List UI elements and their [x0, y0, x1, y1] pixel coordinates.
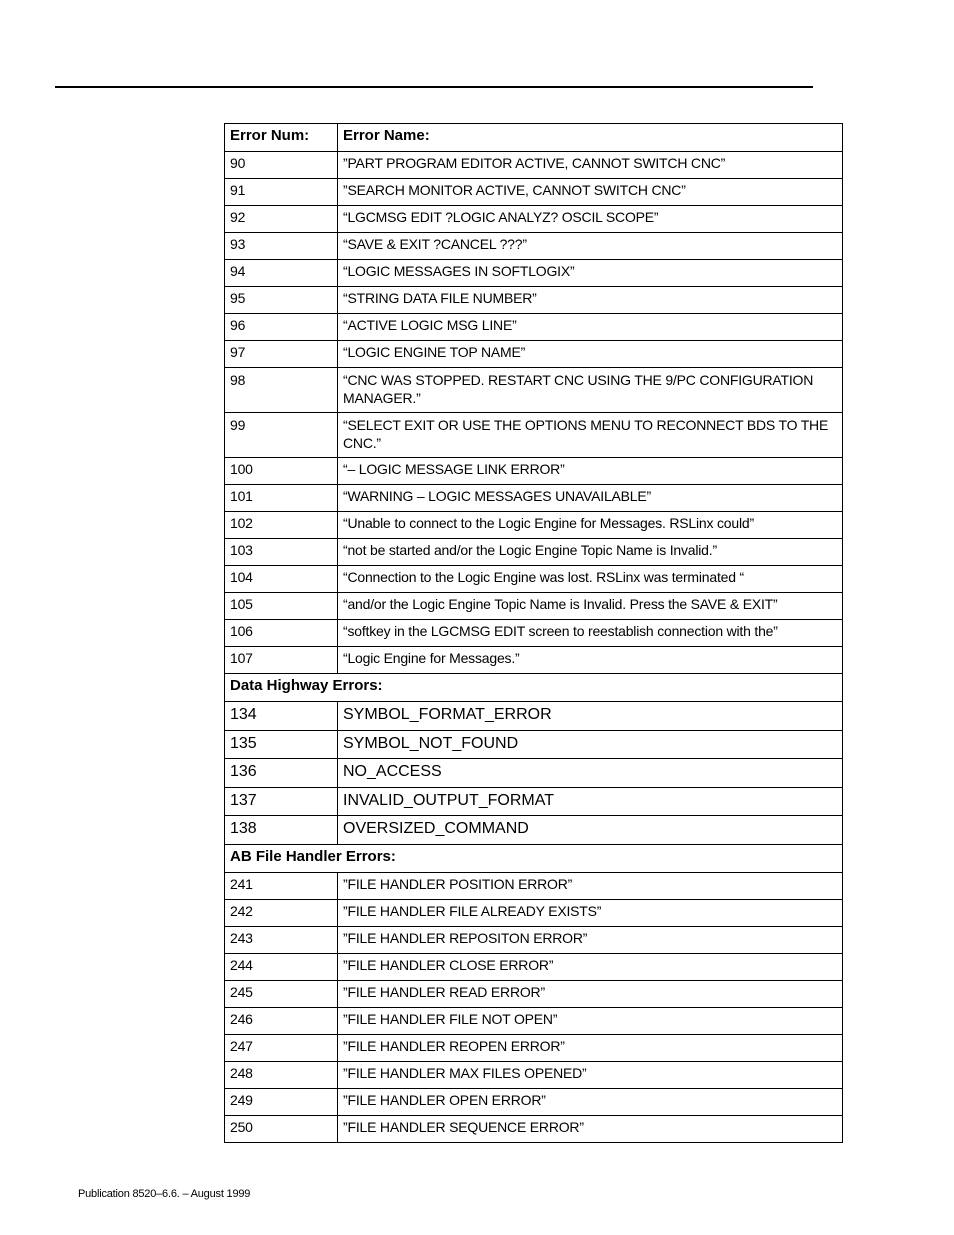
table-row [225, 287, 843, 314]
table-row [225, 179, 843, 206]
table-row [225, 980, 843, 1007]
error-name-cell: ”FILE HANDLER POSITION ERROR” [338, 872, 843, 899]
table-row [225, 566, 843, 593]
error-number-cell: 97 [225, 341, 338, 368]
table-row [225, 1007, 843, 1034]
error-name-cell: NO_ACCESS [338, 759, 843, 788]
section-heading: Data Highway Errors: [225, 674, 843, 702]
error-number-cell: 98 [225, 368, 338, 413]
table-row [225, 458, 843, 485]
error-number-cell: 100 [225, 458, 338, 485]
error-name-cell: “STRING DATA FILE NUMBER” [338, 287, 843, 314]
error-name-cell: “and/or the Logic Engine Topic Name is Invalid. Press the SAVE & EXIT” [338, 593, 843, 620]
error-number-cell: 243 [225, 926, 338, 953]
error-name-cell: “Unable to connect to the Logic Engine for Messages. RSLinx could” [338, 512, 843, 539]
error-number-cell: 95 [225, 287, 338, 314]
table-row [225, 260, 843, 287]
error-number-cell: 134 [225, 702, 338, 731]
table-row [225, 953, 843, 980]
error-name-cell: “not be started and/or the Logic Engine Topic Name is Invalid.” [338, 539, 843, 566]
table-row [225, 413, 843, 458]
error-name-cell: “LOGIC ENGINE TOP NAME” [338, 341, 843, 368]
table-row [225, 233, 843, 260]
table-row [225, 872, 843, 899]
table-body [225, 152, 843, 1143]
table-row [225, 926, 843, 953]
error-number-cell: 136 [225, 759, 338, 788]
error-name-cell: “softkey in the LGCMSG EDIT screen to reestablish connection with the” [338, 620, 843, 647]
error-table [224, 123, 843, 1143]
error-number-cell: 247 [225, 1034, 338, 1061]
error-number-cell: 101 [225, 485, 338, 512]
publication-footer: Publication 8520–6.6. – August 1999 [78, 1188, 251, 1200]
error-name-cell: ”FILE HANDLER FILE NOT OPEN” [338, 1007, 843, 1034]
error-name-cell: ”FILE HANDLER FILE ALREADY EXISTS” [338, 899, 843, 926]
error-number-cell: 250 [225, 1115, 338, 1142]
error-name-cell: “WARNING – LOGIC MESSAGES UNAVAILABLE” [338, 485, 843, 512]
error-number-cell: 99 [225, 413, 338, 458]
error-name-cell: “LOGIC MESSAGES IN SOFTLOGIX” [338, 260, 843, 287]
table-row [225, 787, 843, 816]
error-number-cell: 107 [225, 647, 338, 674]
column-header-name: Error Name: [338, 124, 843, 152]
table-row [225, 512, 843, 539]
error-name-cell: “LGCMSG EDIT ?LOGIC ANALYZ? OSCIL SCOPE” [338, 206, 843, 233]
error-number-cell: 248 [225, 1061, 338, 1088]
table-row [225, 730, 843, 759]
error-number-cell: 93 [225, 233, 338, 260]
error-number-cell: 96 [225, 314, 338, 341]
error-number-cell: 90 [225, 152, 338, 179]
table-row [225, 152, 843, 179]
error-number-cell: 94 [225, 260, 338, 287]
error-number-cell: 106 [225, 620, 338, 647]
header-rule [55, 86, 813, 88]
section-heading: AB File Handler Errors: [225, 844, 843, 872]
error-name-cell: “Connection to the Logic Engine was lost. RSLinx was terminated “ [338, 566, 843, 593]
error-number-cell: 241 [225, 872, 338, 899]
error-name-cell: ”FILE HANDLER SEQUENCE ERROR” [338, 1115, 843, 1142]
error-name-cell: “ACTIVE LOGIC MSG LINE” [338, 314, 843, 341]
table-row [225, 206, 843, 233]
error-name-cell: ”FILE HANDLER REOPEN ERROR” [338, 1034, 843, 1061]
error-name-cell: “CNC WAS STOPPED. RESTART CNC USING THE 9/PC CONFIGURATION MANAGER.” [338, 368, 843, 413]
error-name-cell: SYMBOL_FORMAT_ERROR [338, 702, 843, 731]
error-name-cell: ”FILE HANDLER OPEN ERROR” [338, 1088, 843, 1115]
table-row [225, 899, 843, 926]
error-number-cell: 245 [225, 980, 338, 1007]
error-number-cell: 138 [225, 816, 338, 845]
error-name-cell: SYMBOL_NOT_FOUND [338, 730, 843, 759]
table-row [225, 1034, 843, 1061]
error-name-cell: INVALID_OUTPUT_FORMAT [338, 787, 843, 816]
table-row [225, 314, 843, 341]
table-row [225, 816, 843, 845]
table-row [225, 1115, 843, 1142]
error-number-cell: 135 [225, 730, 338, 759]
error-number-cell: 92 [225, 206, 338, 233]
error-number-cell: 104 [225, 566, 338, 593]
table-row [225, 759, 843, 788]
error-number-cell: 242 [225, 899, 338, 926]
table-row [225, 647, 843, 674]
column-header-num: Error Num: [225, 124, 338, 152]
error-number-cell: 91 [225, 179, 338, 206]
section-row-file-handler [225, 844, 843, 872]
table-row [225, 1061, 843, 1088]
error-name-cell: “SELECT EXIT OR USE THE OPTIONS MENU TO RECONNECT BDS TO THE CNC.” [338, 413, 843, 458]
table-row [225, 702, 843, 731]
error-number-cell: 244 [225, 953, 338, 980]
error-number-cell: 102 [225, 512, 338, 539]
error-name-cell: “Logic Engine for Messages.” [338, 647, 843, 674]
error-name-cell: ”FILE HANDLER MAX FILES OPENED” [338, 1061, 843, 1088]
table-row [225, 593, 843, 620]
table-row [225, 485, 843, 512]
table-row [225, 341, 843, 368]
error-number-cell: 105 [225, 593, 338, 620]
error-name-cell: ”FILE HANDLER CLOSE ERROR” [338, 953, 843, 980]
error-name-cell: ”PART PROGRAM EDITOR ACTIVE, CANNOT SWITCH CNC” [338, 152, 843, 179]
error-name-cell: ”FILE HANDLER REPOSITON ERROR” [338, 926, 843, 953]
error-number-cell: 103 [225, 539, 338, 566]
table-row [225, 368, 843, 413]
error-name-cell: “SAVE & EXIT ?CANCEL ???” [338, 233, 843, 260]
error-name-cell: OVERSIZED_COMMAND [338, 816, 843, 845]
error-name-cell: ”SEARCH MONITOR ACTIVE, CANNOT SWITCH CNC” [338, 179, 843, 206]
table-row [225, 1088, 843, 1115]
table-header-row [225, 124, 843, 152]
error-number-cell: 249 [225, 1088, 338, 1115]
error-number-cell: 246 [225, 1007, 338, 1034]
error-number-cell: 137 [225, 787, 338, 816]
table-row [225, 620, 843, 647]
section-row-data-highway [225, 674, 843, 702]
table-row [225, 539, 843, 566]
error-name-cell: “– LOGIC MESSAGE LINK ERROR” [338, 458, 843, 485]
error-name-cell: ”FILE HANDLER READ ERROR” [338, 980, 843, 1007]
